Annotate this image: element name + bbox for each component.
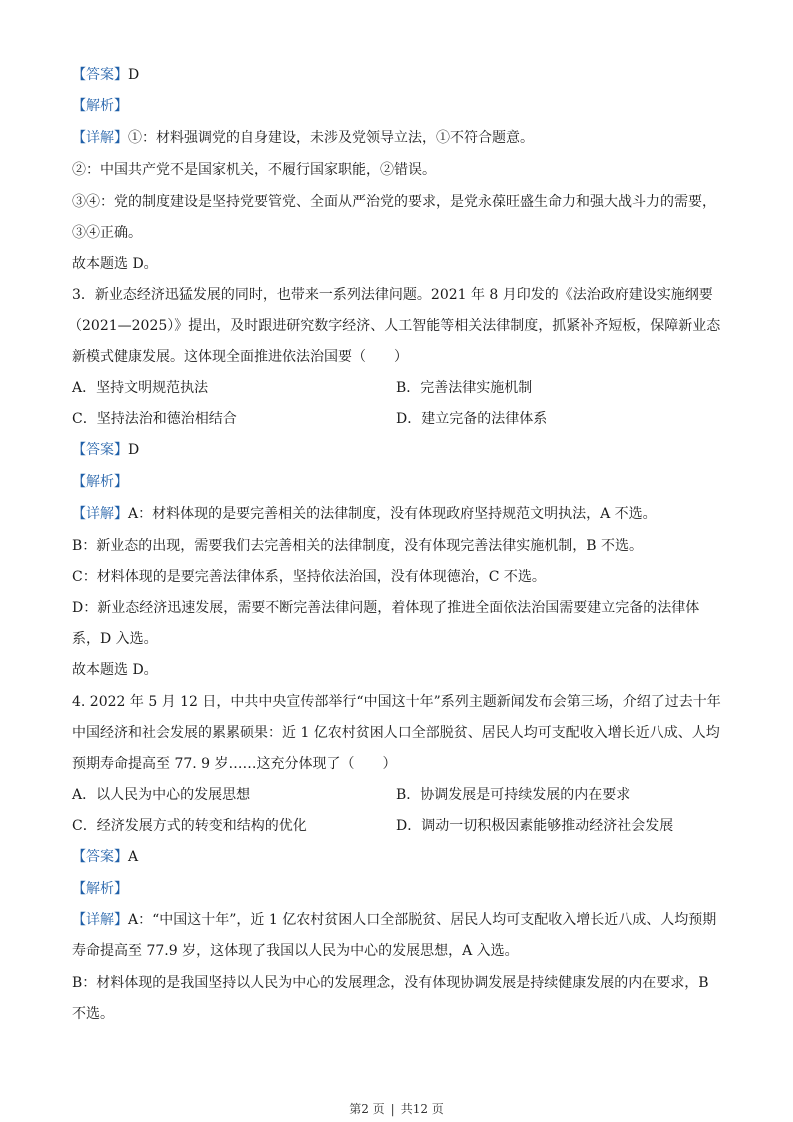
- answer-value: D: [128, 442, 140, 458]
- q2-detail-line: [72, 128, 534, 148]
- q3-detail-line: [72, 504, 657, 524]
- q4-option-a: A．以人民为中心的发展思想: [72, 787, 251, 803]
- q3-detail-line: 系，D 入选。: [72, 631, 158, 647]
- q4-option-d: D．调动一切积极因素能够推动经济社会发展: [396, 818, 674, 834]
- detail-tag: 【详解】: [72, 506, 128, 522]
- q2-analysis-tag: 【解析】: [72, 98, 128, 114]
- q3-analysis-tag: 【解析】: [72, 474, 128, 490]
- q3-answer: [72, 440, 139, 460]
- q3-stem-line: （2021—2025）》提出，及时跟进研究数字经济、人工智能等相关法律制度，抓紧补齐短板，保障新业态: [68, 318, 721, 334]
- q3-option-d: D．建立完备的法律体系: [396, 411, 548, 427]
- answer-tag: 【答案】: [72, 849, 128, 865]
- q2-detail-line: ②：中国共产党不是国家机关，不履行国家职能，②错误。: [72, 162, 436, 178]
- q4-detail-line: B：材料体现的是我国坚持以人民为中心的发展理念，没有体现协调发展是持续健康发展的内在要求，B: [72, 975, 709, 991]
- page-separator: |: [390, 1102, 395, 1116]
- q2-detail-line: ③④正确。: [72, 225, 142, 241]
- q3-detail-line: B：新业态的出现，需要我们去完善相关的法律制度，没有体现完善法律实施机制，B 不选。: [72, 538, 644, 554]
- q4-stem-line: 4. 2022 年 5 月 12 日，中共中央宣传部举行“中国这十年”系列主题新闻发布会第三场，介绍了过去十年: [72, 694, 721, 710]
- q3-option-b: B．完善法律实施机制: [396, 380, 533, 396]
- answer-value: A: [128, 849, 139, 865]
- q4-detail-line: 不选。: [72, 1006, 114, 1022]
- q3-stem-line: 新模式健康发展。这体现全面推进依法治国要（ ）: [72, 349, 408, 365]
- page-number: 第2 页: [349, 1102, 385, 1116]
- q2-conclusion: 故本题选 D。: [72, 256, 158, 272]
- detail-text: A：材料体现的是要完善相关的法律制度，没有体现政府坚持规范文明执法，A 不选。: [128, 506, 657, 522]
- page-total: 共12 页: [400, 1102, 444, 1116]
- q4-answer: [72, 847, 138, 867]
- page-footer: [0, 1100, 793, 1117]
- q2-answer: [72, 65, 139, 85]
- q4-stem-line: 中国经济和社会发展的累累硕果：近 1 亿农村贫困人口全部脱贫、居民人均可支配收入增长近八成、人均: [72, 725, 720, 741]
- q2-detail-line: ③④：党的制度建设是坚持党要管党、全面从严治党的要求，是党永葆旺盛生命力和强大战斗力的需要，: [72, 194, 716, 210]
- q3-option-c: C．坚持法治和德治相结合: [72, 411, 237, 427]
- detail-tag: 【详解】: [72, 130, 128, 146]
- q3-stem-line: 3．新业态经济迅猛发展的同时，也带来一系列法律问题。2021 年 8 月印发的《法治政府建设实施纲要: [72, 287, 713, 303]
- answer-value: D: [128, 67, 140, 83]
- q4-detail-line: [72, 910, 716, 930]
- detail-text: A：“中国这十年”，近 1 亿农村贫困人口全部脱贫、居民人均可支配收入增长近八成、人均预期: [128, 912, 717, 928]
- q4-detail-line: 寿命提高至 77.9 岁，这体现了我国以人民为中心的发展思想，A 入选。: [72, 943, 519, 959]
- q4-option-b: B．协调发展是可持续发展的内在要求: [396, 787, 631, 803]
- q4-analysis-tag: 【解析】: [72, 881, 128, 897]
- q3-option-a: A．坚持文明规范执法: [72, 380, 209, 396]
- q3-detail-line: C：材料体现的是要完善法律体系，坚持依法治国，没有体现德治，C 不选。: [72, 569, 546, 585]
- q3-conclusion: 故本题选 D。: [72, 662, 158, 678]
- detail-tag: 【详解】: [72, 912, 128, 928]
- detail-text: ①：材料强调党的自身建设，未涉及党领导立法，①不符合题意。: [128, 130, 534, 146]
- answer-tag: 【答案】: [72, 67, 128, 83]
- q4-option-c: C．经济发展方式的转变和结构的优化: [72, 818, 307, 834]
- q4-stem-line: 预期寿命提高至 77. 9 岁……这充分体现了（ ）: [72, 756, 397, 772]
- q3-detail-line: D：新业态经济迅速发展，需要不断完善法律问题，着体现了推进全面依法治国需要建立完备的法律体: [72, 600, 700, 616]
- answer-tag: 【答案】: [72, 442, 128, 458]
